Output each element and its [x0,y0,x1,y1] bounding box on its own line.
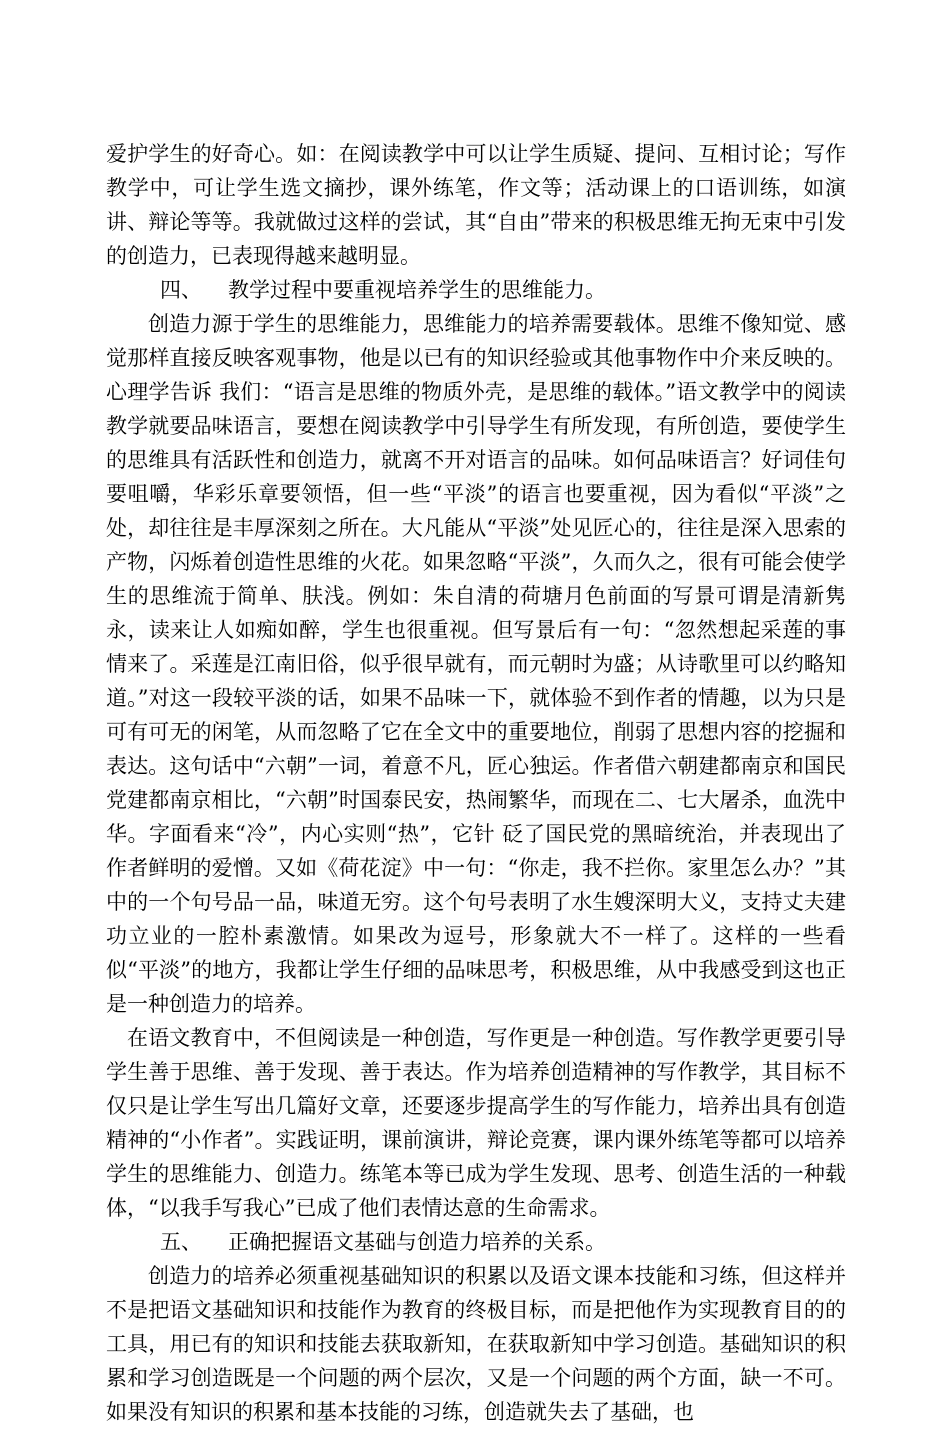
section-number-5: 五、 [160,1230,202,1254]
section-heading-5 [106,1225,846,1259]
paragraph-1: 爱护学生的好奇心。如：在阅读教学中可以让学生质疑、提问、互相讨论；写作教学中，可让学生选文摘抄，课外练笔，作文等；活动课上的口语训练，如演讲、辩论等等。我就做过这样的尝试，其“自由”带来的积极思维无拘无束中引发的创造力，已表现得越来越明显。 [106,142,846,268]
section-heading-4 [106,273,846,307]
paragraph-2: 创造力源于学生的思维能力，思维能力的培养需要载体。思维不像知觉、感觉那样直接反映客观事物，他是以已有的知识经验或其他事物作中介来反映的。心理学告诉 我们：“语言是思维的物质外壳，是思维的载体。”语文教学中的阅读教学就要品味语言，要想在阅读教学中引导学生有所发现，有所创造，要使学生的思维具有活跃性和创造力，就离不开对语言的品味。如何品味语言？好词佳句要咀嚼，华彩乐章要领悟，但一些“平淡”的语言也要重视，因为看似“平淡”之处，却往往是丰厚深刻之所在。大凡能从“平淡”处见匠心的，往往是深入思索的产物，闪烁着创造性思维的火花。如果忽略“平淡”，久而久之，很有可能会使学生的思维流于简单、肤浅。例如：朱自清的荷塘月色前面的写景可谓是清新隽永，读来让人如痴如醉，学生也很重视。但写景后有一句：“忽然想起采莲的事情来了。采莲是江南旧俗，似乎很早就有，而元朝时为盛；从诗歌里可以约略知道。”对这一段较平淡的话，如果不品味一下，就体验不到作者的情趣，以为只是可有可无的闲笔，从而忽略了它在全文中的重要地位，削弱了思想内容的挖掘和表达。这句话中“六朝”一词，着意不凡，匠心独运。作者借六朝建都南京和国民党建都南京相比，“六朝”时国泰民安，热闹繁华，而现在二、七大屠杀，血洗中华。字面看来“冷”，内心实则“热”，它针 砭了国民党的黑暗统治，并表现出了作者鲜明的爱憎。又如《荷花淀》中一句：“你走，我不拦你。家里怎么办？”其中的一个句号品一品，味道无穷。这个句号表明了水生嫂深明大义，支持丈夫建功立业的一腔朴素激情。如果改为逗号，形象就大不一样了。这样的一些看似“平淡”的地方，我都让学生仔细的品味思考，积极思维，从中我感受到这也正是一种创造力的培养。 [106,312,846,1016]
section-title-5: 正确把握语文基础与创造力培养的关系。 [228,1230,606,1254]
paragraph-4: 创造力的培养必须重视基础知识的积累以及语文课本技能和习练，但这样并不是把语文基础知识和技能作为教育的终极目标，而是把他作为实现教育目的的工具，用已有的知识和技能去获取新知，在获取新知中学习创造。基础知识的积累和学习创造既是一个问题的两个层次，又是一个问题的两个方面，缺一不可。如果没有知识的积累和基本技能的习练，创造就失去了基础，也 [106,1264,846,1424]
paragraph-3: 在语文教育中，不但阅读是一种创造，写作更是一种创造。写作教学更要引导学生善于思维、善于发现、善于表达。作为培养创造精神的写作教学，其目标不仅只是让学生写出几篇好文章，还要逐步提高学生的写作能力，培养出具有创造精神的“小作者”。实践证明，课前演讲，辩论竞赛，课内课外练笔等都可以培养学生的思维能力、创造力。练笔本等已成为学生发现、思考、创造生活的一种载体，“以我手写我心”已成了他们表情达意的生命需求。 [106,1026,846,1220]
section-number-4: 四、 [160,278,202,302]
section-title-4: 教学过程中要重视培养学生的思维能力。 [228,278,606,302]
document-body [106,137,846,1429]
